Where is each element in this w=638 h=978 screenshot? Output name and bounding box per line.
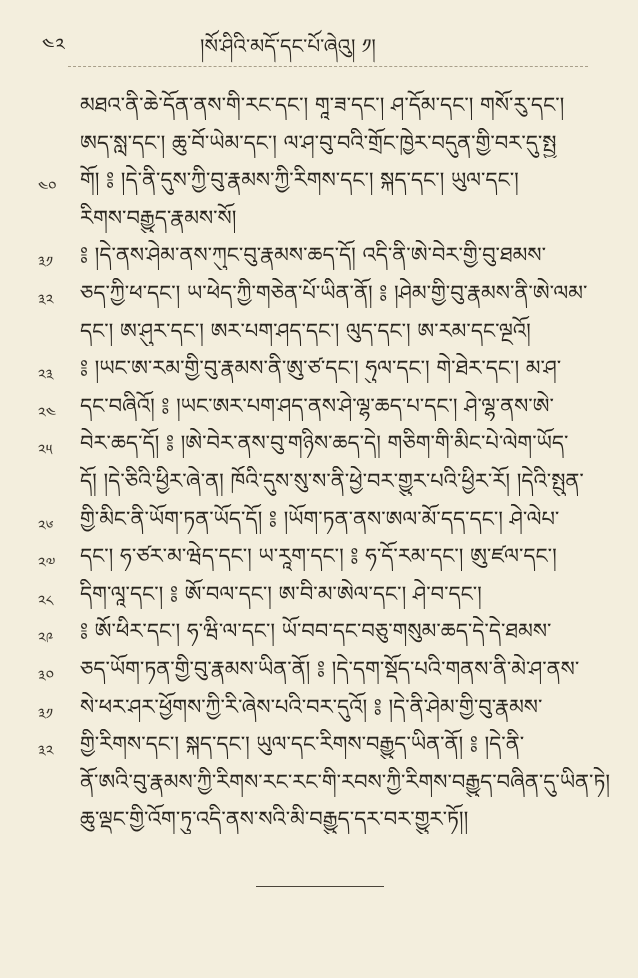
text-line	[0, 652, 638, 690]
line-text: ནོ་ཨའི་བུ་རྣམས་ཀྱི་རིགས་རང་རང་གི་རབས་ཀྱི་རིགས་བརྒྱུད་བཞིན་དུ་ཡིན་ཏེ།	[80, 769, 610, 794]
line-text: དང་། ཨ་ཤུར་དང་། ཨར་པག་ཤད་དང་། ལུད་དང་། ཨ་རམ་དང་ལྔའོ།	[80, 318, 531, 343]
line-number: ༣༢	[38, 290, 54, 309]
line-text: དོ། །དེ་ཅིའི་ཕྱིར་ཞེ་ན། ཁོའི་དུས་སུ་ས་ནི་ཕྱེ་བར་གྱུར་པའི་ཕྱིར་རོ། །དེའི་སྤུན་	[80, 468, 584, 493]
line-text: སེ་ཕར་ཤར་ཕྱོགས་ཀྱི་རི་ཞེས་པའི་བར་དུའོ། ༔ །དེ་ནི་ཤེམ་གྱི་བུ་རྣམས་	[80, 694, 543, 719]
line-text: གྱི་མིང་ནི་ཡོག་ཏན་ཡོད་དོ། ༔ །ཡོག་ཏན་ནས་ཨལ་མོ་དད་དང་། ཤེ་ལེཔ་	[80, 506, 560, 531]
text-line	[0, 577, 638, 615]
text-line	[0, 614, 638, 652]
line-number: ༣༡	[38, 253, 54, 272]
line-text: དིག་ལཱ་དང་། ༔ ཨོ་བལ་དང་། ཨ་བི་མ་ཨེལ་དང་། ཤེ་བ་དང་།	[80, 581, 482, 606]
text-line	[0, 314, 638, 352]
header-divider	[68, 66, 588, 67]
line-text: ཅད་ཀྱི་ཕ་དང་། ཡ་ཕེད་ཀྱི་གཅེན་པོ་ཡིན་ནོ། ༔ །ཤེམ་གྱི་བུ་རྣམས་ནི་ཨེ་ལམ་	[80, 280, 588, 305]
text-line	[0, 802, 638, 840]
page-number: ༤༢	[42, 35, 66, 56]
text-line	[0, 201, 638, 239]
line-text: རིགས་བརྒྱུད་རྣམས་སོ།	[80, 205, 237, 230]
text-line	[0, 389, 638, 427]
line-number: ༣༠	[38, 666, 54, 685]
line-text: གྱི་རིགས་དང་། སྐད་དང་། ཡུལ་དང་རིགས་བརྒྱུད་ཡིན་ནོ། ༔ །དེ་ནི་	[80, 732, 525, 757]
text-line	[0, 238, 638, 276]
text-line	[0, 502, 638, 540]
line-number: ༢༤	[38, 403, 57, 422]
line-text: དང་། ཧ་ཙར་མ་ཝེད་དང་། ཡ་རཱག་དང་། ༔ ཧ་དོ་རམ་དང་། ཨུ་ཛལ་དང་།	[80, 544, 557, 569]
text-line	[0, 539, 638, 577]
line-number: ༣༡	[38, 704, 54, 723]
line-number: ༤༠	[38, 178, 57, 197]
line-number: ༢༦	[38, 516, 54, 535]
line-number: ༢༨	[38, 591, 54, 610]
page-header	[0, 18, 638, 58]
body-text	[0, 88, 638, 840]
line-text: དང་བཞིའོ། ༔ །ཡང་ཨར་པག་ཤད་ནས་ཤེ་ལྷ་ཆད་པ་དང་། ཤེ་ལྷ་ནས་ཨེ་	[80, 393, 554, 418]
footer-divider	[256, 886, 384, 887]
line-text: མཐའ་ནི་ཆེ་དོན་ནས་གི་རང་དང་། གཱ་ཟ་དང་། ཤ་དོམ་དང་། གསོ་རུ་དང་།	[80, 93, 565, 117]
line-text: ཆུ་ལྡང་གྱི་འོག་ཏུ་འདི་ནས་སའི་མི་བརྒྱུད་དར་བར་གྱུར་ཏོ།།	[80, 807, 469, 832]
line-text: ༔ ཨོ་ཕིར་དང་། ཧ་ཝི་ལ་དང་། ཡོ་བབ་དང་བཅུ་གསུམ་ཆད་དེ་དེ་ཐམས་	[80, 619, 552, 644]
line-text: བེར་ཆད་དོ། ༔ །ཨེ་བེར་ནས་བུ་གཉིས་ཆད་དེ། གཅིག་གི་མིང་པེ་ལེག་ཡོད་	[80, 431, 569, 456]
text-line	[0, 426, 638, 464]
text-line	[0, 765, 638, 803]
text-line	[0, 690, 638, 728]
line-text: ཨད་སླ་དང་། ཆུ་བོ་ཡེམ་དང་། ལ་ཤ་བུ་བའི་གྲོང་ཁྱེར་བདུན་གྱི་བར་དུ་སྤྱ	[80, 130, 557, 155]
line-text: ༔ །ཡང་ཨ་རམ་གྱི་བུ་རྣམས་ནི་ཨུ་ཙ་དང་། ཧུལ་དང་། གེ་ཐེར་དང་། མ་ཤ་	[80, 356, 562, 381]
text-line	[0, 727, 638, 765]
line-text: ༔ །དེ་ནས་ཤེམ་ནས་ཀུང་བུ་རྣམས་ཆད་དོ། འདི་ནི་ཨེ་བེར་གྱི་བུ་ཐམས་	[80, 243, 546, 268]
line-number: ༣༢	[38, 742, 54, 761]
text-line	[0, 163, 638, 201]
line-number: ༢༧	[38, 554, 56, 573]
text-line	[0, 276, 638, 314]
running-head: །སོ་ཤིའི་མདོ་དང་པོ་ཞེའུ། ༡།	[200, 34, 376, 58]
text-line	[0, 351, 638, 389]
line-number: ༢༥	[38, 441, 53, 460]
text-line	[0, 126, 638, 164]
line-text: གོ། ༔ །དེ་ནི་དུས་ཀྱི་བུ་རྣམས་ཀྱི་རིགས་དང་། སྐད་དང་། ཡུལ་དང་།	[80, 168, 519, 193]
line-number: ༢༣	[38, 366, 54, 385]
line-text: ཅད་ཡོག་ཏན་གྱི་བུ་རྣམས་ཡིན་ནོ། ༔ །དེ་དག་སྡོད་པའི་གནས་ནི་མེ་ཤ་ནས་	[80, 656, 580, 681]
line-number: ༢༩	[38, 629, 54, 648]
text-line	[0, 88, 638, 126]
text-line	[0, 464, 638, 502]
